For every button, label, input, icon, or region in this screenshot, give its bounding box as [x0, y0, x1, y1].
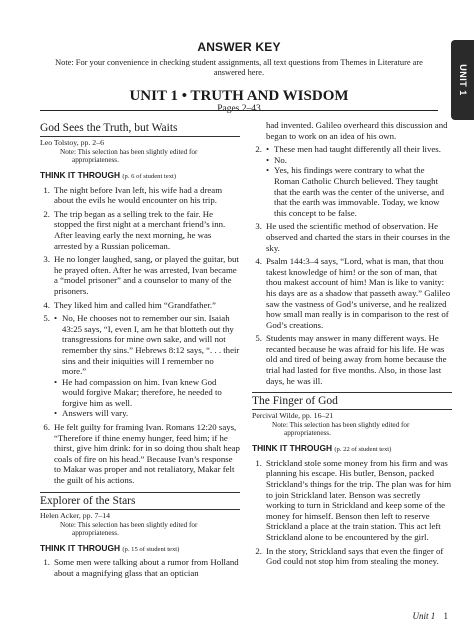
unit-tab-label: UNIT 1 — [457, 64, 468, 96]
page-number: 1 — [443, 611, 448, 621]
answer-text: He felt guilty for framing Ivan. Romans 12:20 says, “Therefore if thine enemy hunger, feed him; if he thirst, give him drink: for in so doing thou shalt heap coals of fire on his head.” Because Ivan’s response to Makar was proper and not retaliatory, Makar felt the guilt of his actions. — [54, 422, 240, 486]
unit-divider — [40, 110, 438, 111]
answer-list — [252, 144, 452, 386]
footer-unit: Unit 1 — [412, 611, 436, 621]
answer-text: In the story, Strickland says that even the finger of God could not stop him from stealing the money. — [266, 545, 444, 567]
story-divider — [40, 136, 240, 137]
answer-item — [252, 256, 452, 330]
answer-item — [40, 254, 240, 296]
answer-text: Psalm 144:3–4 says, “Lord, what is man, that thou takest knowledge of him! or the son of man, that thou makest account of him! Man is like to vanity: his days are as a shadow that passeth away.” Galileo saw the vastness of God’s universe, and he realized how small man really is in comparison to the rest of God’s creations. — [266, 256, 451, 330]
answer-text: He no longer laughed, sang, or played the guitar, but he prayed often. After he was arrested, Ivan became a “model prisoner” and a counselor to many of the prisoners. — [54, 254, 239, 296]
answer-item — [40, 557, 240, 578]
answer-text: The night before Ivan left, his wife had a dream about the evils he would encounter on his trip. — [54, 184, 223, 206]
answer-item — [252, 144, 452, 218]
story-author: Leo Tolstoy, pp. 2–6 — [40, 138, 104, 147]
answer-text: The trip began as a selling trek to the fair. He stopped the first night at a merchant friend’s inn. After leaving early the next morning, he was arrested by a Russian policeman. — [54, 208, 226, 251]
answer-number: 4. — [255, 256, 262, 267]
selection-note: Note: This selection has been slightly edited for appropriateness. — [60, 520, 198, 537]
story-title: God Sees the Truth, but Waits — [40, 122, 178, 134]
story-divider — [252, 392, 452, 393]
answer-text: Some men were talking about a rumor from Holland about a magnifying glass that an optician — [54, 557, 239, 578]
think-it-through-heading — [40, 170, 240, 183]
answer-number: 2. — [43, 208, 50, 219]
answer-item — [40, 209, 240, 251]
right-column — [252, 120, 452, 570]
answer-item — [252, 458, 452, 543]
unit-side-tab — [451, 40, 474, 120]
answer-number: 4. — [43, 299, 50, 310]
answer-number: 3. — [43, 254, 50, 265]
answer-number: 2. — [255, 144, 262, 155]
answer-number: 1. — [43, 557, 50, 568]
answer-item — [40, 422, 240, 486]
unit-pages: Pages 2–43 — [217, 104, 261, 114]
think-label: THINK IT THROUGH — [252, 443, 333, 454]
header-note: Note: For your convenience in checking student assignments, all text questions from Themes in Literature are answered here. — [55, 58, 423, 77]
bullet-item: • Answers will vary. — [54, 408, 240, 419]
page-header — [40, 40, 438, 115]
answer-text: He used the scientific method of observation. He observed and charted the stars in their courses in the sky. — [266, 221, 450, 253]
story-divider — [40, 492, 240, 493]
bullet-list — [54, 313, 240, 419]
answer-list — [40, 185, 240, 486]
story-title: Explorer of the Stars — [40, 494, 136, 507]
answer-item — [40, 300, 240, 311]
answer-text: Strickland stole some money from his firm and was planning his escape. His butler, Benson, packed Strickland’s things for the trip. The plan was for him to join Strickland later. Benson was secretly working to turn in Strickland and keep some of the money for himself. Benson then left to reserve Strickland a place at the train station. This act left Strickland alone to be encountered by the girl. — [266, 457, 452, 542]
answer-item — [40, 185, 240, 206]
unit-title: UNIT 1 • TRUTH AND WISDOM — [129, 88, 349, 104]
think-label: THINK IT THROUGH — [40, 542, 121, 553]
answer-item — [40, 313, 240, 419]
left-column — [40, 120, 240, 581]
answer-item — [252, 333, 452, 386]
page-footer — [412, 611, 448, 621]
answer-item — [252, 221, 452, 253]
answer-text: They liked him and called him “Grandfather.” — [54, 299, 216, 310]
story-divider — [40, 509, 240, 510]
answer-number: 1. — [255, 457, 262, 468]
answer-number: 5. — [43, 313, 50, 324]
answer-text: Students may answer in many different ways. He recanted because he was afraid for his life. He was old and tired of being away from home because the trial had lasted for five months. Also, in those last days, he was ill. — [266, 333, 447, 386]
bullet-item: • No. — [266, 155, 452, 166]
bullet-item: • No, He chooses not to remember our sin. Isaiah 43:25 says, “I, even I, am he that blotteth out thy transgressions for mine own sake, and will not remember thy sins.” Hebrews 8:12 says, “. . . their sins and their iniquities will I remember no more.” — [54, 313, 240, 377]
story-divider — [252, 409, 452, 410]
think-label: THINK IT THROUGH — [40, 170, 121, 180]
think-it-through-heading — [252, 443, 452, 456]
story-author: Percival Wilde, pp. 16–21 — [252, 411, 334, 421]
answer-number: 6. — [43, 422, 50, 433]
answer-item — [252, 546, 452, 567]
answer-number: 5. — [255, 333, 262, 344]
story-title: The Finger of God — [252, 395, 338, 408]
answer-number: 3. — [255, 221, 262, 232]
student-text-ref: (p. 22 of student text) — [334, 446, 392, 454]
student-text-ref: (p. 15 of student text) — [122, 545, 180, 553]
page-title: ANSWER KEY — [197, 40, 281, 54]
selection-note: Note: This selection has been slightly edited for appropriateness. — [272, 421, 410, 438]
bullet-item: • Yes, his findings were contrary to what the Roman Catholic Church believed. They taught that the earth was the center of the universe, and that the earth was immovable. Today, we know this concept to be false. — [266, 165, 452, 218]
selection-note: Note: This selection has been slightly edited for appropriateness. — [60, 148, 198, 164]
answer-continuation: had invented. Galileo overheard this discussion and began to work on an idea of his own. — [266, 120, 448, 141]
story-author: Helen Acker, pp. 7–14 — [40, 510, 111, 520]
student-text-ref: (p. 6 of student text) — [122, 173, 177, 180]
answer-number: 2. — [255, 545, 262, 556]
think-it-through-heading — [40, 543, 240, 556]
bullet-item: • These men had taught differently all their lives. — [266, 144, 452, 155]
answer-list — [40, 557, 240, 578]
answer-list — [252, 458, 452, 567]
bullet-item: • He had compassion on him. Ivan knew God would forgive Makar; therefore, he needed to forgive him as well. — [54, 377, 240, 409]
answer-number: 1. — [43, 184, 50, 195]
bullet-list — [266, 144, 452, 218]
